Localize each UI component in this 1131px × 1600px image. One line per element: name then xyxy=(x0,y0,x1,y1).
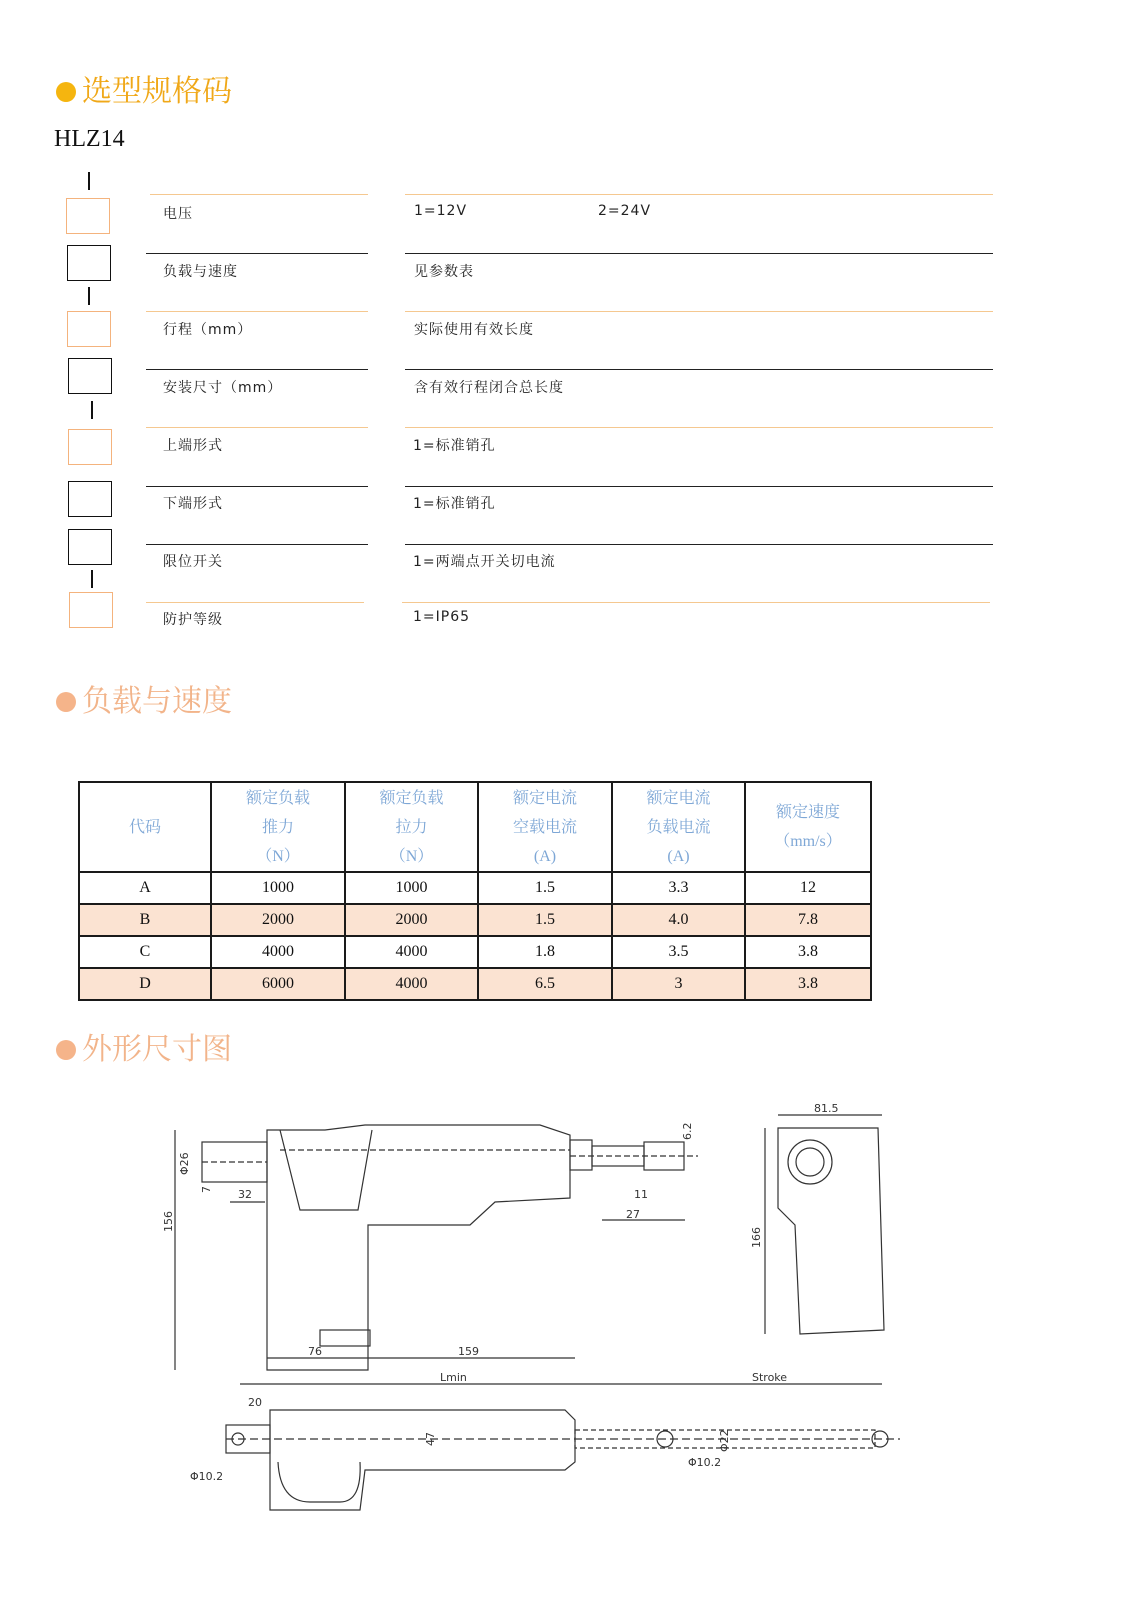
cell-noload: 6.5 xyxy=(478,968,612,1000)
spec-value-load-speed: 见参数表 xyxy=(414,264,474,280)
table-header-row xyxy=(79,782,871,872)
label-81-5: 81.5 xyxy=(814,1102,839,1115)
housing-foot xyxy=(320,1330,370,1346)
housing-outline xyxy=(267,1125,570,1370)
divider-line xyxy=(405,311,993,312)
connector-line xyxy=(88,172,90,190)
end-view xyxy=(765,1115,884,1334)
header-text: 推力 xyxy=(261,818,294,836)
bottom-housing xyxy=(270,1410,575,1510)
motor-circle-inner xyxy=(796,1148,824,1176)
cell-speed: 3.8 xyxy=(745,936,871,968)
motor-circle xyxy=(788,1140,832,1184)
header-text: 额定电流 xyxy=(646,789,711,807)
divider-line xyxy=(146,544,368,545)
connector-line xyxy=(88,287,90,305)
spec-label-load-speed: 负载与速度 xyxy=(163,264,238,280)
header-text: （N） xyxy=(389,847,434,865)
spec-value-bottom-end: 1=标准销孔 xyxy=(413,496,496,512)
cell-speed: 7.8 xyxy=(745,904,871,936)
cell-pull: 4000 xyxy=(345,936,478,968)
divider-line xyxy=(405,369,993,370)
divider-line xyxy=(146,369,368,370)
header-text: （N） xyxy=(256,847,300,865)
cell-load: 3 xyxy=(612,968,745,1000)
code-box-install-size xyxy=(68,358,112,394)
end-view-labels xyxy=(750,1102,839,1248)
label-20: 20 xyxy=(248,1396,262,1409)
code-box-top-end xyxy=(68,429,112,465)
label-159: 159 xyxy=(458,1345,479,1358)
section-title-spec-code: 选型规格码 xyxy=(56,66,232,110)
label-47: 47 xyxy=(424,1432,437,1446)
label-phi10-2-right: Φ10.2 xyxy=(688,1456,722,1469)
code-box-load-speed xyxy=(67,245,111,281)
table-row xyxy=(79,936,871,968)
spec-value-install-size: 含有效行程闭合总长度 xyxy=(414,380,564,396)
cell-noload: 1.8 xyxy=(478,936,612,968)
cell-push: 4000 xyxy=(211,936,345,968)
code-box-limit-switch xyxy=(68,529,112,565)
label-6-2: 6.2 xyxy=(681,1122,694,1140)
header-text: （mm/s） xyxy=(774,833,842,850)
header-push xyxy=(211,782,345,872)
divider-line xyxy=(405,194,993,195)
cell-push: 2000 xyxy=(211,904,345,936)
bullet-dot-icon xyxy=(56,692,76,712)
connector-line xyxy=(91,570,93,588)
side-view xyxy=(175,1122,698,1370)
model-number: HLZ14 xyxy=(54,126,125,152)
label-d26: Φ26 xyxy=(178,1152,191,1175)
divider-line xyxy=(405,544,993,545)
divider-line xyxy=(405,486,993,487)
divider-line xyxy=(405,253,993,254)
header-text: 空载电流 xyxy=(512,818,577,836)
bottom-view xyxy=(226,1384,900,1510)
dimension-drawing xyxy=(150,1090,910,1520)
spec-label-protection: 防护等级 xyxy=(163,612,223,628)
label-11: 11 xyxy=(634,1188,648,1201)
header-text: (A) xyxy=(667,847,690,865)
cell-code: D xyxy=(79,968,211,1000)
header-load-current xyxy=(612,782,745,872)
table-row xyxy=(79,904,871,936)
header-text: 额定电流 xyxy=(512,789,577,807)
label-76: 76 xyxy=(308,1345,322,1358)
divider-line xyxy=(146,602,364,603)
label-166: 166 xyxy=(750,1227,763,1248)
divider-line xyxy=(402,602,990,603)
spec-label-stroke: 行程（mm） xyxy=(163,322,253,338)
bottom-view-labels xyxy=(190,1371,787,1483)
housing-facet xyxy=(280,1130,372,1210)
header-pull xyxy=(345,782,478,872)
divider-line xyxy=(146,486,368,487)
label-phi22: Φ22 xyxy=(718,1429,731,1452)
header-text: 额定负载 xyxy=(245,789,310,807)
tube-end xyxy=(570,1140,592,1170)
label-7: 7 xyxy=(200,1186,213,1193)
cell-load: 3.5 xyxy=(612,936,745,968)
cell-noload: 1.5 xyxy=(478,904,612,936)
spec-label-voltage: 电压 xyxy=(163,206,193,222)
cell-noload: 1.5 xyxy=(478,872,612,904)
spec-value-stroke: 实际使用有效长度 xyxy=(414,322,534,338)
header-text: 额定速度 xyxy=(775,804,840,821)
header-text: 额定负载 xyxy=(379,789,444,807)
bottom-motor xyxy=(278,1462,360,1502)
spec-value-protection: 1=IP65 xyxy=(413,609,471,625)
spec-value-voltage-24: 2=24V xyxy=(598,203,652,219)
label-156: 156 xyxy=(162,1211,175,1232)
load-speed-table xyxy=(78,781,872,1001)
cell-code: B xyxy=(79,904,211,936)
cell-load: 4.0 xyxy=(612,904,745,936)
bullet-dot-icon xyxy=(56,82,76,102)
cell-push: 6000 xyxy=(211,968,345,1000)
header-speed xyxy=(745,782,871,872)
label-phi10-2-left: Φ10.2 xyxy=(190,1470,224,1483)
table-row xyxy=(79,968,871,1000)
cell-pull: 4000 xyxy=(345,968,478,1000)
divider-line xyxy=(146,311,368,312)
header-code xyxy=(79,782,211,872)
connector-line xyxy=(91,401,93,419)
code-box-stroke xyxy=(67,311,111,347)
header-text: 代码 xyxy=(128,818,161,836)
cell-pull: 2000 xyxy=(345,904,478,936)
header-text: 拉力 xyxy=(395,818,428,836)
code-box-bottom-end xyxy=(68,481,112,517)
cell-load: 3.3 xyxy=(612,872,745,904)
label-stroke: Stroke xyxy=(752,1371,788,1384)
divider-line xyxy=(150,194,368,195)
cell-push: 1000 xyxy=(211,872,345,904)
cell-speed: 12 xyxy=(745,872,871,904)
cell-code: A xyxy=(79,872,211,904)
side-view-labels xyxy=(162,1123,694,1359)
header-text: 负载电流 xyxy=(646,818,711,836)
cell-code: C xyxy=(79,936,211,968)
cell-speed: 3.8 xyxy=(745,968,871,1000)
bullet-dot-icon xyxy=(56,1040,76,1060)
code-box-voltage xyxy=(66,198,110,234)
spec-label-top-end: 上端形式 xyxy=(163,438,223,454)
label-27: 27 xyxy=(626,1208,640,1221)
cell-pull: 1000 xyxy=(345,872,478,904)
spec-value-limit-switch: 1=两端点开关切电流 xyxy=(413,554,556,570)
divider-line xyxy=(146,427,368,428)
spec-value-voltage-12: 1=12V xyxy=(414,203,468,219)
table-row xyxy=(79,872,871,904)
spec-label-bottom-end: 下端形式 xyxy=(163,496,223,512)
divider-line xyxy=(146,253,368,254)
header-text: (A) xyxy=(533,847,557,865)
section-title-dimensions: 外形尺寸图 xyxy=(56,1024,232,1068)
spec-label-limit-switch: 限位开关 xyxy=(163,554,223,570)
spec-value-top-end: 1=标准销孔 xyxy=(413,438,496,454)
code-box-protection xyxy=(69,592,113,628)
divider-line xyxy=(405,427,993,428)
end-view-outline xyxy=(778,1128,884,1334)
label-32: 32 xyxy=(238,1188,252,1201)
header-noload-current xyxy=(478,782,612,872)
label-lmin: Lmin xyxy=(440,1371,467,1384)
section-title-load-speed: 负载与速度 xyxy=(56,676,232,720)
spec-label-install-size: 安装尺寸（mm） xyxy=(163,380,283,396)
